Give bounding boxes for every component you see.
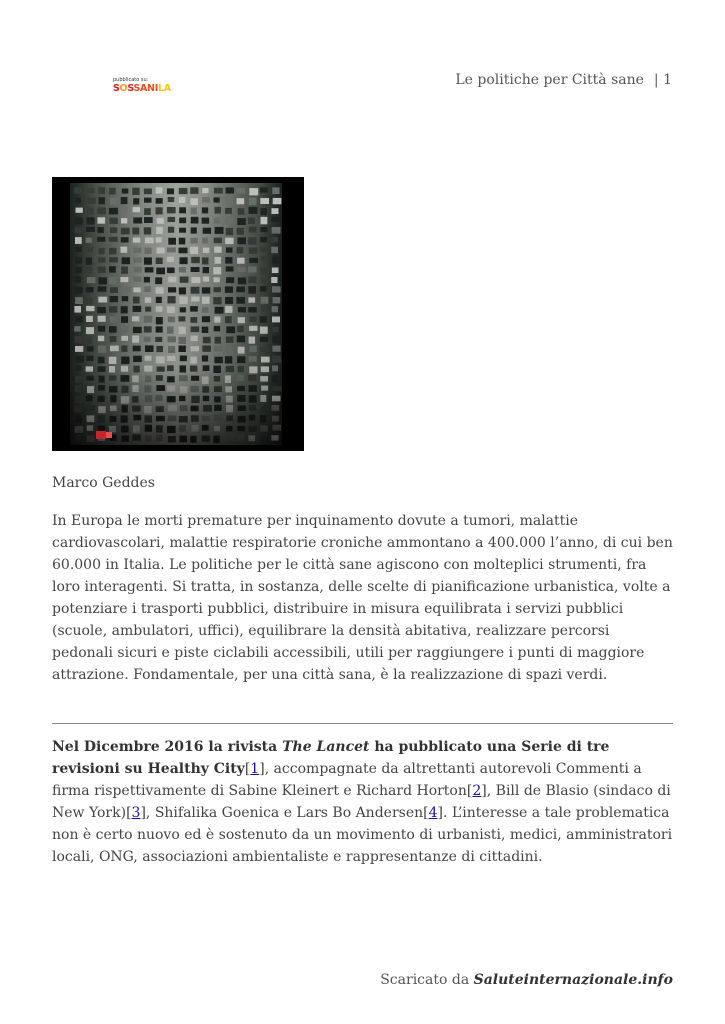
logo-part: S bbox=[113, 83, 120, 94]
apartment-block-image bbox=[52, 177, 304, 451]
intro-paragraph: In Europa le morti premature per inquinamento dovute a tumori, malattie cardiovascolari, malattie respiratorie croniche ammontano a 400.000 l’anno, di cui ben 60.000 in Italia. Le politiche per le città sane agiscono con molteplici strumenti, fra loro interagenti. Si tratta, in sostanza, delle scelte di pianificazione urbanistica, volte a potenziare i trasporti pubblici, distribuire in misura equilibrata i servizi pubblici (scuole, ambulatori, uffici), equilibrare la densità abitativa, realizzare percorsi pedonali sicuri e piste ciclabili accessibili, utili per raggiungere i punti di maggiore attrazione. Fondamentale, per una città sana, è la realizzazione di spazi verdi. bbox=[52, 513, 673, 683]
running-header bbox=[455, 72, 672, 88]
site-logo bbox=[113, 77, 171, 99]
document-title: Le politiche per Città sane bbox=[455, 72, 644, 88]
footnote-link-4[interactable]: 4 bbox=[428, 805, 438, 821]
footnote-link-2[interactable]: 2 bbox=[472, 783, 482, 799]
footnote-link-3[interactable]: 3 bbox=[131, 805, 141, 821]
article-photo bbox=[52, 177, 304, 451]
journal-name: The Lancet bbox=[282, 739, 370, 755]
footer-prefix: Scaricato da bbox=[380, 972, 474, 988]
author-name: Marco Geddes bbox=[52, 475, 155, 491]
logo-part: S bbox=[127, 83, 134, 94]
body-text: , Bill de Blasio (sindaco di New York) bbox=[52, 783, 671, 821]
page-number: | 1 bbox=[653, 72, 672, 88]
section-divider bbox=[52, 723, 673, 724]
page-footer bbox=[380, 972, 673, 988]
body-text: . L’interesse a tale problematica non è certo nuovo ed è sostenuto da un movimento di urbanisti, medici, amministratori locali, ONG, associazioni ambientaliste e rappresentanze di cittadini. bbox=[52, 805, 673, 865]
logo-caption: pubblicato su: bbox=[113, 77, 149, 83]
logo-part: O bbox=[119, 83, 128, 94]
logo-part: SANI bbox=[133, 83, 158, 94]
lead-bold-text: Nel Dicembre 2016 la rivista bbox=[52, 739, 283, 755]
body-paragraph: Nel Dicembre 2016 la rivista The Lancet ha pubblicato una Serie di tre revisioni su Healthy City[1], accompagnate da altrettanti autorevoli Commenti a firma rispettivamente di Sabine Kleinert e Richard Horton[2], Bill de Blasio (sindaco di New York)[3], Shifalika Goenica e Lars Bo Andersen[4]. L’interesse a tale problematica non è certo nuovo ed è sostenuto da un movimento di urbanisti, medici, amministratori locali, ONG, associazioni ambientaliste e rappresentanze di cittadini. bbox=[52, 739, 673, 865]
footer-site-name: Saluteinternazionale.info bbox=[473, 972, 673, 988]
body-text: , Shifalika Goenica e Lars Bo Andersen bbox=[145, 805, 424, 821]
footnote-link-1[interactable]: 1 bbox=[250, 761, 260, 777]
logo-wordmark bbox=[113, 83, 171, 95]
lead-bold-text-continued: ha pubblicato una Serie di tre revisioni su Healthy City bbox=[52, 739, 610, 777]
body-text: , accompagnate da altrettanti autorevoli Commenti a firma rispettivamente di Sabine Kleinert e Richard Horton bbox=[52, 761, 642, 799]
logo-part: LA bbox=[157, 83, 171, 94]
